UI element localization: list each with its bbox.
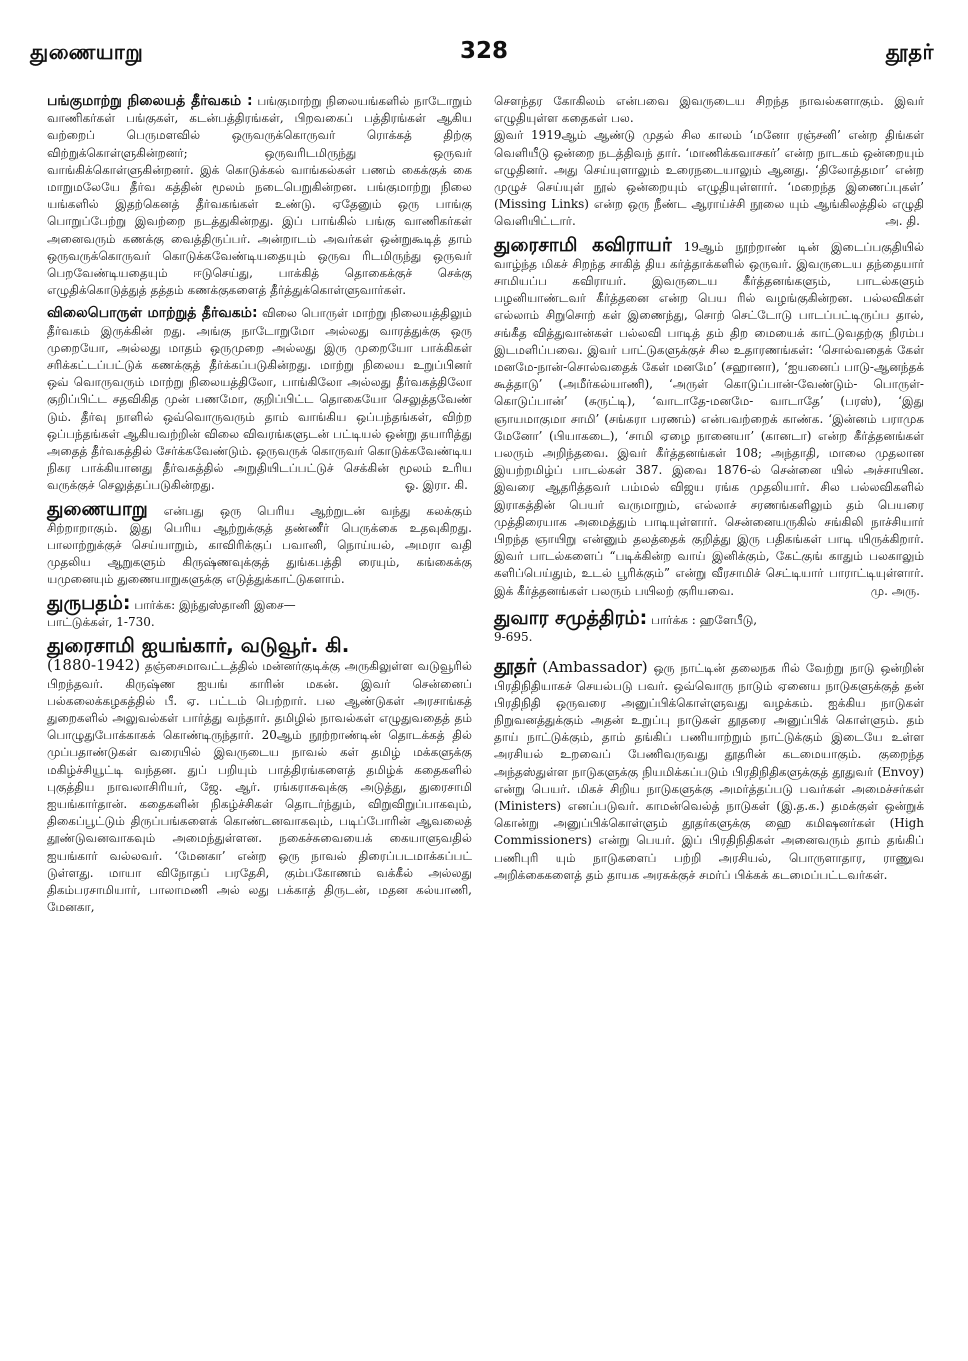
author-initials: ஓ. இரா. கி. (404, 478, 468, 493)
cross-reference-volume: பாட்டுக்கள், 1-730. (47, 614, 155, 629)
entry-heading: துணையாறு (47, 497, 148, 520)
entry-body: என்பது ஒரு பெரிய ஆற்றுடன் வந்து கலக்கும் சிற்றாறாகும். இது பெரிய ஆற்றுக்குத் தண்ணீர் பெருக்கை உதவுகிறது. பாலாற்றுக்குச் செய்யாறும், காவிரிக்குப் பவானி, நொய்யல், அமரா வதி முதலிய ஆறுகளும் கிருஷ்ணவுக்குத் துங்கபத்தி ரையும், கங்கைக்கு யமுனையும் துணையாறுகளுக்கு எடுத்துக்காட்டுகளாம். (47, 503, 472, 587)
entry-body: பங்குமாற்று நிலையங்களில் நாடோறும் வாணிகர்கள் பங்குகள், கடன்பத்திரங்கள், பிறவகைப் பத்திரங்கள் ஆகிய வற்றைப் பெருமளவில் ஒருவருக்கொருவர் ரொக்கத் திற்கு விற்றுக்கொள்ளுகின்றனர்; ஒருவரிடமிருந்து ஒருவர் வாங்கிக்கொள்ளுகின்றனர். இக் கொடுக்கல் வாங்கல்கள் பணம் கைக்குக் கை மாறுமலேயே தீர்வ கத்தின் மூலம் நடைபெறுகின்றன. பங்குமாற்று நிலை யங்களில் இதற்கெனத் தீர்வகங்கள் உண்டு. ஏதேனும் ஒரு பாங்கு பொறுப்பேற்று இவற்றை நடத்துகின்றது. இப் பாங்கில் பங்கு வாணிகர்கள் அனைவரும் கணக்கு வைத்திருப்பர். அன்றாடம் அவர்கள் ஒன்றுகூடித் தாம் ஒருவருக்கொருவர் கொடுக்கவேண்டியதையும் ஒருவ ரிடமிருந்து ஒருவர் பெறவேண்டியதையும் ஈடுசெய்து, பாக்கித் தொகைக்குச் செக்கு எழுதிக்கொடுத்துத் தத்தம் கணக்குகளைத் தீர்த்துக்கொள்ளுவார்கள். (47, 94, 472, 298)
left-column (47, 93, 472, 922)
entry-dwarasamudram (494, 606, 924, 646)
cross-reference-volume: 9-695. (494, 630, 533, 645)
entry-heading: துவார சமுத்திரம்: (494, 606, 648, 629)
right-column (494, 93, 924, 890)
cross-reference: பார்க்க: இந்துஸ்தானி இசை— (134, 597, 296, 612)
entry-years: (1880-1942) (47, 656, 141, 675)
entry-tributary (47, 497, 472, 589)
running-head-left: துணையாறு (30, 40, 144, 64)
continuation-paragraph: சௌந்தர கோகிலம் என்பவை இவருடைய சிறந்த நாவல்களாகும். இவர் எழுதியுள்ள கதைகள் பல. (494, 94, 924, 126)
entry-heading: விலைபொருள் மாற்றுத் தீர்வகம்: (47, 305, 258, 322)
author-initials: மு. அரு. (870, 583, 920, 598)
running-head-right: தூதர் (885, 40, 934, 64)
entry-share-exchange-clearing (47, 93, 472, 299)
entry-commodity-exchange-clearing (47, 305, 472, 494)
entry-heading: பங்குமாற்று நிலையத் தீர்வகம் : (47, 93, 253, 109)
page-number: 328 (459, 38, 508, 64)
entry-heading: துருபதம்: (47, 591, 131, 614)
entry-english-term: (Ambassador) (542, 658, 648, 677)
entry-duraisami-kaviraayar (494, 233, 925, 600)
entry-body: தஞ்சைமாவட்டத்தில் மன்னர்குடிக்கு அருகிலுள்ள வடுவூரில் பிறந்தவர். கிருஷ்ண ஐயங் காரின் மகன். இவர் சென்னைப் பல்கலைக்கழகத்தில் பீ. ஏ. பட்டம் பெற்றார். பல ஆண்டுகள் அரசாங்கத் துறைகளில் அலுவல்கள் பார்த்து வந்தார். தமிழில் நாவல்கள் எழுதுவதைத் தம் பொழுதுபோக்காகக் கொண்டிருந்தார். 20ஆம் நூற்றாண்டின் தொடக்கத் தில் முப்பதாண்டுகள் வரையில் இவருடைய நாவல் கள் தமிழ் மக்களுக்கு மகிழ்ச்சியூட்டி வந்தன. துப் பறியும் பாத்திரங்களைத் தமிழ்க் கதைகளில் புகுத்திய நாவலாசிரியர், ஜே. ஆர். ரங்கராசுவுக்கு அடுத்து, துரைசாமி ஐயங்கார்தான். கதைகளின் நிகழ்ச்சிகள் தொடர்ந்தும், விறுவிறுப்பாகவும், திகைப்பூட்டும் திருப்பங்களைக் கொண்டனவாகவும், படிப்போரின் ஆவலைத் தூண்டுவனவாகவும் அமைந்துள்ளன. நகைச்சுவையைக் கையாளுவதில் ஐயங்கார் வல்லவர். ‘மேனகா’ என்ற ஒரு நாவல் திரைப்படமாக்கப்பட் டுள்ளது. மாயா விநோதப் பரதேசி, கும்பகோணம் வக்கீல் அல்லது திகம்பரசாமியார், பாலாமணி அல் லது பக்காத் திருடன், மதன கல்யாணி, மேனகா, (47, 659, 472, 915)
author-initials: அ. தி. (885, 214, 920, 229)
entry-ambassador (494, 655, 925, 884)
entry-continuation (494, 93, 924, 231)
entry-heading: துரைசாமி கவிராயர் (494, 233, 672, 256)
entry-duraisami-iyengar (47, 633, 472, 916)
entry-body: 19ஆம் நூற்றாண் டின் இடைப்பகுதியில் வாழ்ந்த மிகச் சிறந்த சாகித் திய கர்த்தாக்களில் ஒருவர். இவருடைய தந்தையார் சாமியப்ப கவிராயர். இவருடைய கீர்த்தனங்களும், பாடல்களும் பழனியாண்டவர் கீர்த்தனை என்ற பெய ரில் வழங்குகின்றன. பல்லவிகள் எல்லாம் சிறுசொற் கள் இணைந்து, சொற் செட்டோடு பாடப்பட்டிருப்ப தால், சங்கீத வித்துவான்கள் பல்லவி பாடித் தம் திற மையைக் காட்டுவதற்கு நிரம்ப இடமளிப்பவை. இவர் பாட்டுகளுக்குச் சில உதாரணங்கள்: ‘சொல்வதைக் கேள் மனமே-நான்-சொல்வதைக் கேள் மனமே’ (சஹானா), ‘ஐயனைப் பாடு-ஆனந்தக் கூத்தாடு’ (அமீர்கல்யாணி), ‘அருள் கொடுப்பான்-வேண்டும்- பொருள்-கொடுப்பான்’ (சுருட்டி), ‘வாடாதே-மனமே- வாடாதே’ (பரஸ்), ‘இது ஞாயமாகுமா சாமி’ (சங்கரா பரணம்) என்பவற்றைக் காண்க. ‘இன்னம் பராமுக மேனோ’ (பியாகடை), ‘சாமி ஏழை நானையா’ (கானடா) என்ற கீர்த்தனங்கள் பலரும் அறிந்தவை. இவர் கீர்த்தனங்கள் 108; அந்தாதி, மாலை முதலான இயற்றமிழ்ப் பாடல்கள் 387. இவை 1876-ல் சென்னை யில் அச்சாயின. இவரை ஆதரித்தவர் பம்மல் விஜய ரங்க முதலியார். சில பல்லவிகளில் இராகத்தின் பெயர் வருமாறும், எல்லாச் சரணங்களிலும் தம் பெயரை முத்திரையாக அமைத்தும் பாடியுள்ளார். சென்னையருகில் சங்கிலி நாச்சியார் பிறந்த ஞாயிறு என்னும் தலத்தைக் குறித்து இரு பதிகங்கள் பாடி யிருக்கிறார். இவர் பாடல்களைப் “படிக்கின்ற வாய் இனிக்கும், கேட்குங் காதும் பலகாலும் களிப்பெய்தும், உடல் பூரிக்கும்” என்று வீரசாமிச் செட்டியார் பாராட்டியுள்ளார். இக் கீர்த்தனங்கள் பலரும் பயிலற் குரியவை. (494, 239, 925, 598)
entry-body: விலை பொருள் மாற்று நிலையத்திலும் தீர்வகம் இருக்கின் றது. அங்கு நாடோறுமோ அல்லது வாரத்துக்கு ஒரு முறையோ, அல்லது மாதம் ஒருமுறை அல்லது இரு முறையோ பாக்கிகள் சரிக்கட்டப்பட்டுக் கணக்குத் தீர்க்கப்படுகின்றது. மாற்று நிலைய உறுப்பினர் ஒவ் வொருவரும் மாற்று நிலையத்திலோ, பாங்கிலோ அல்லது தீர்வகத்திலோ குறிப்பிட்ட சதவிகித முன் பணமோ, குறிப்பிட்ட தொகையோ செலுத்தவேண் டும். தீர்வு நாளில் ஒவ்வொருவரும் தாம் வாங்கிய ஒப்பந்தங்கள், விற்ற ஒப்பந்தங்கள் ஆகியவற்றின் விலை விவரங்களுடன் பட்டியல் ஒன்று தயாரித்து அதைத் தீர்வகத்தில் சேர்க்கவேண்டும். ஒருவருக் கொருவர் கொடுக்கவேண்டிய நிகர பாக்கியானது தீர்வகத்தில் அறுதியிடப்பட்டுச் செக்கின் மூலம் உரிய வருக்குச் செலுத்தப்படுகின்றது. (47, 306, 472, 493)
entry-heading: துரைசாமி ஐயங்கார், வடுவூர். கி. (47, 633, 350, 658)
entry-body: ஒரு நாட்டின் தலைநக ரில் வேற்று நாடு ஒன்றின் பிரதிநிதியாகச் செயல்படு பவர். ஒவ்வொரு நாடும் ஏனைய நாடுகளுக்குத் தன் பிரதிநிதி ஒருவரை அனுப்பிக்கொள்ளுவது வழக்கம். ஐக்கிய நாடுகள் நிறுவனத்துக்கும் அதன் உறுப்பு நாடுகள் தூதரை அனுப்பிக் கொள்ளும். தம் தாய் நாட்டுக்கும், தாம் தங்கிப் பணியாற்றும் நாட்டுக்கும் இடையே உள்ள அரசியல் உறவைப் பேணிவருவது தூதரின் கடமையாகும். குறைந்த அந்தஸ்துள்ள நாடுகளுக்கு நியமிக்கப்படும் பிரதிநிதிகளுக்குத் தூதுவர் (Envoy) என்று பெயர். மிகச் சிறிய நாடுகளுக்கு அமர்த்தப்படு பவர்கள் அமைச்சர்கள் (Ministers) எனப்படுவர். காமன்வெல்த் நாடுகள் (இ.த.க.) தமக்குள் ஒன்றுக் கொன்று அனுப்பிக்கொள்ளும் தூதர்களுக்கு ஹை கமிஷனர்கள் (High Commissioners) என்று பெயர். இப் பிரதிநிதிகள் அனைவரும் தாம் தங்கிப் பணிபுரி யும் நாடுகளைப் பற்றி அரசியல், பொருளாதார, ராணுவ அறிக்கைகளைத் தம் தாயக அரசுக்குச் சமர்ப் பிக்கக் கடமைப்பட்டவர்கள். (494, 661, 925, 882)
cross-reference: பார்க்க : ஹளேபீடு, (651, 612, 758, 627)
entry-dhrupad (47, 591, 472, 631)
continuation-paragraph: இவர் 1919ஆம் ஆண்டு முதல் சில காலம் ‘மனோ ரஞ்சனி’ என்ற திங்கள் வெளியீடு ஒன்றை நடத்திவந் தார். ‘மாணிக்கவாசகர்’ என்ற நாடகம் ஒன்றையும் எழுதினர். அது செய்யுளாலும் உரைநடையாலும் ஆனது. ‘திலோத்தமா’ என்ற முழுச் செய்யுள் நூல் ஒன்றையும் எழுதியுள்ளார். ‘மறைந்த இணைப்புகள்’ (Missing Links) என்ற ஒரு நீண்ட ஆராய்ச்சி நூலை யும் ஆங்கிலத்தில் எழுதி வெளியிட்டார். (494, 128, 924, 229)
entry-heading: தூதர் (494, 655, 537, 678)
